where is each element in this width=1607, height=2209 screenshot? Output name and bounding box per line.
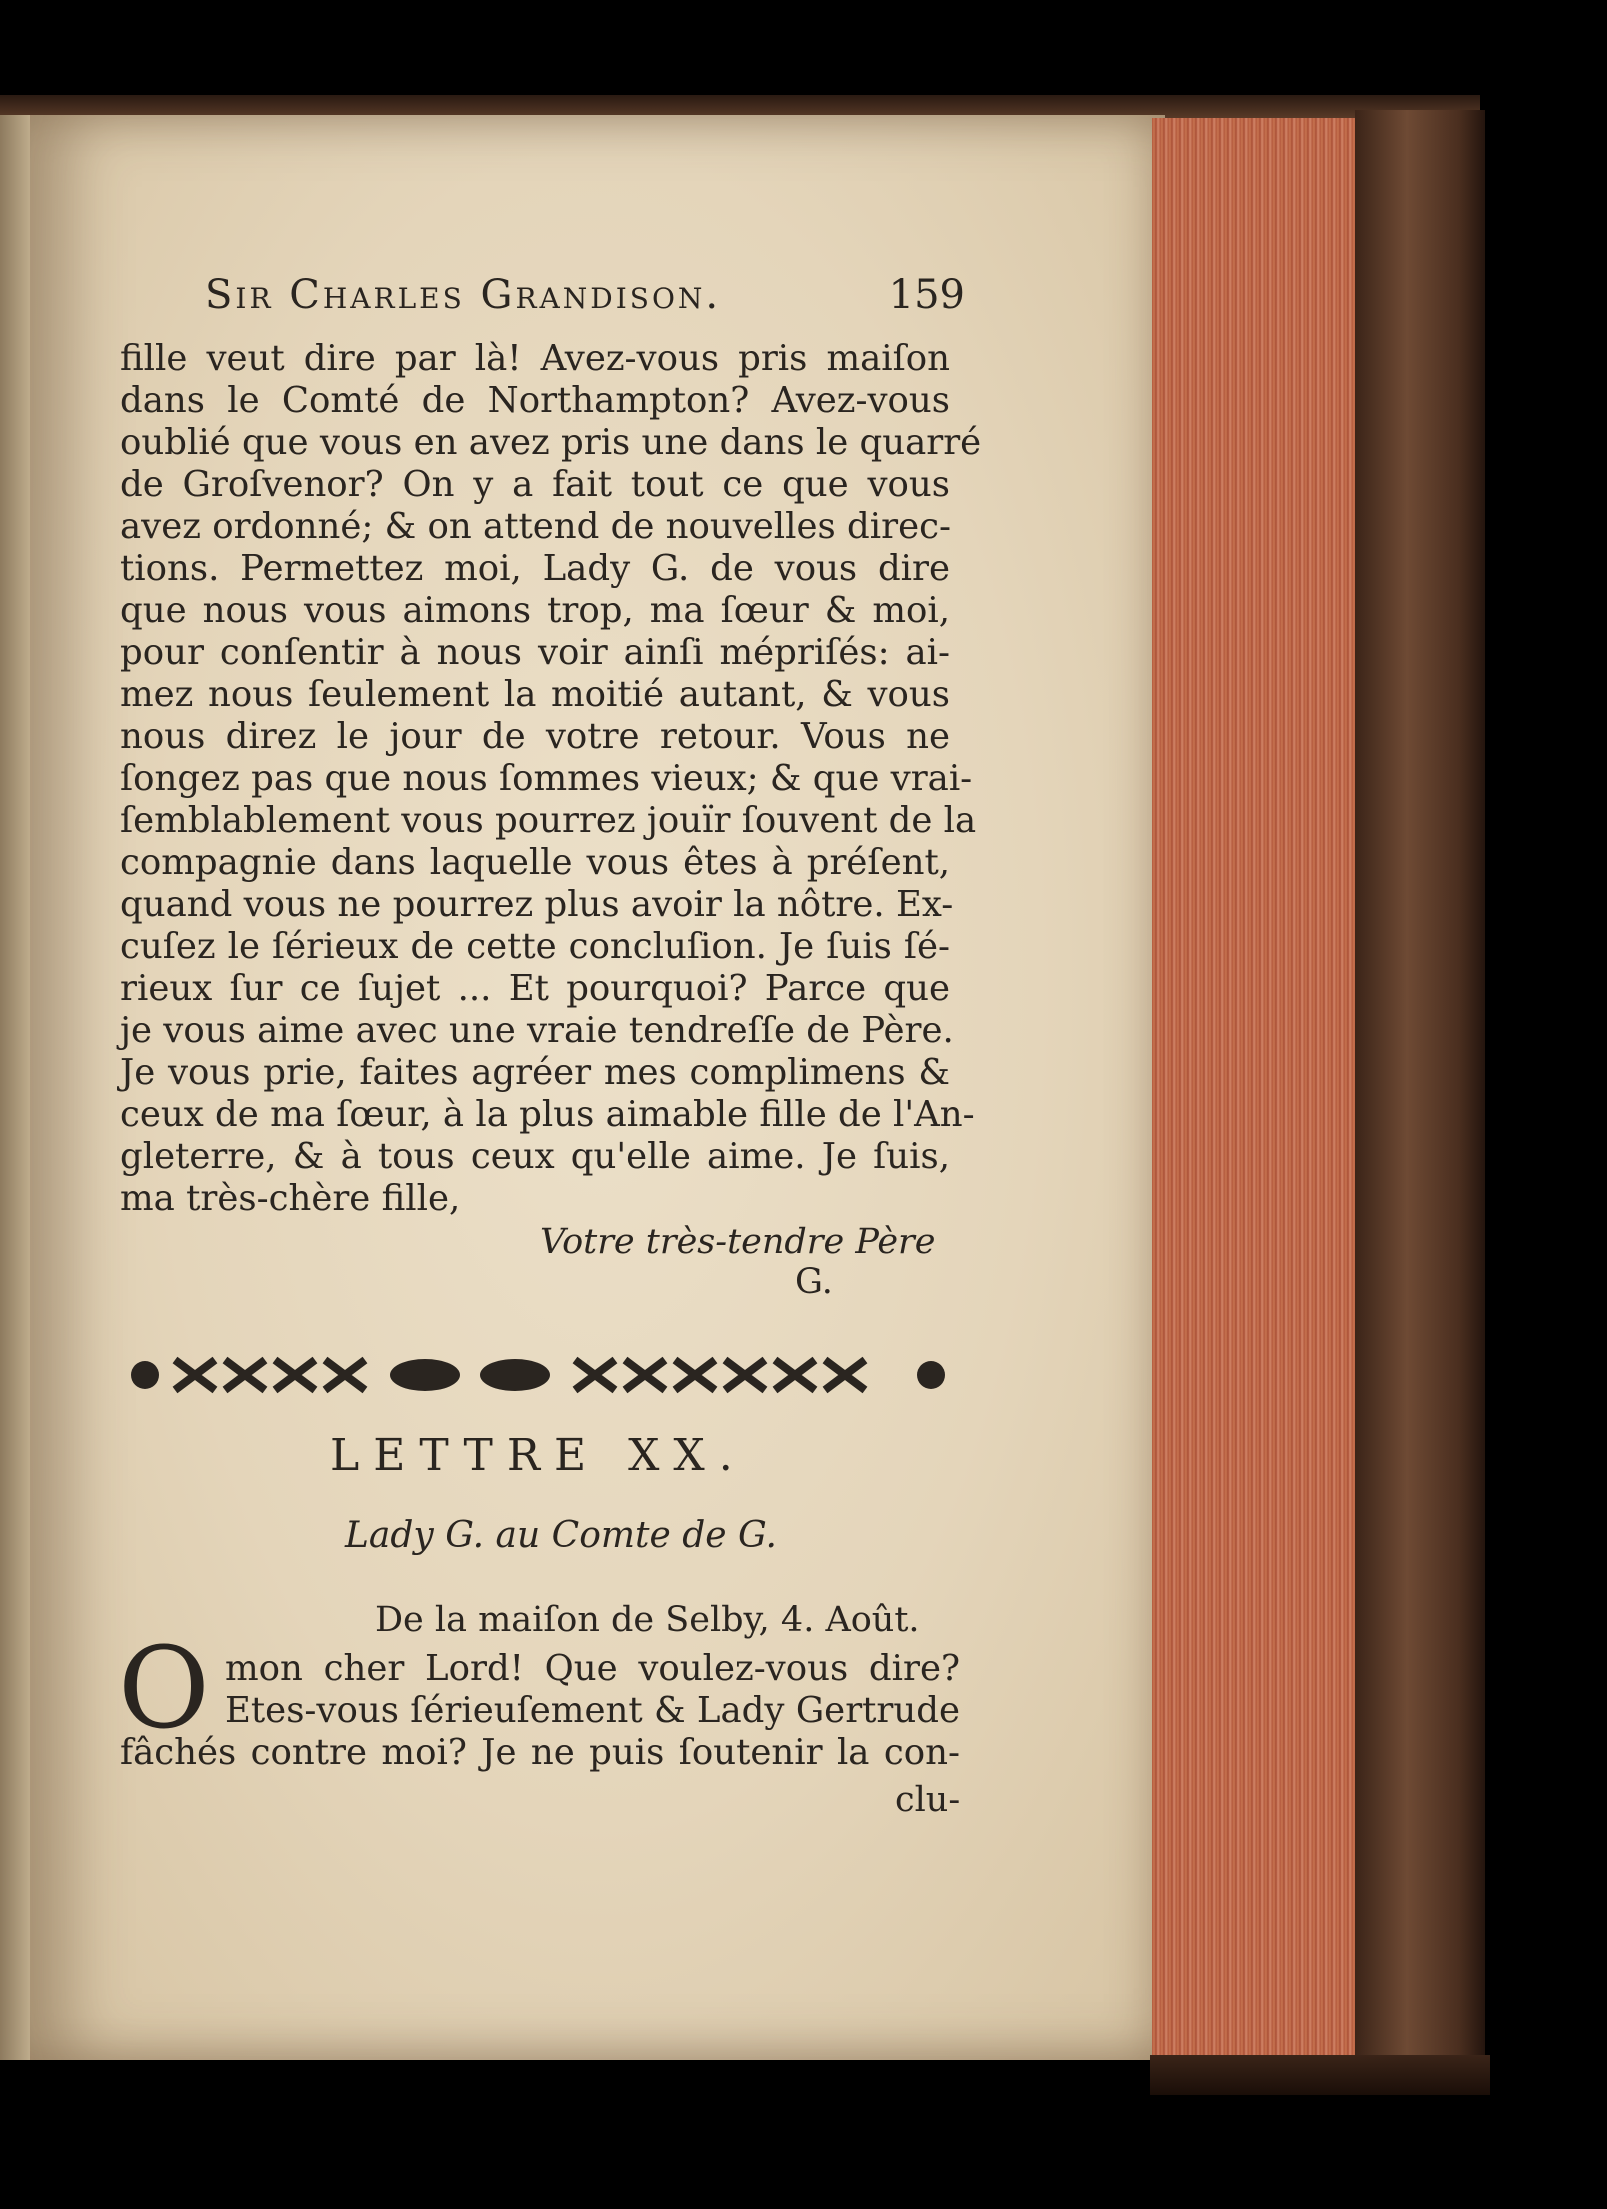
body-line: Je vous prie, faites agréer mes complimens & [120, 1052, 950, 1093]
letter-line: mon cher Lord! Que voulez-vous dire? [225, 1648, 960, 1689]
running-header [205, 272, 965, 332]
body-line: gleterre, & à tous ceux qu'elle aime. Je ſuis, [120, 1136, 950, 1177]
running-title: Sir Charles Grandison. [205, 272, 722, 318]
page-fore-edge [1152, 118, 1357, 2063]
body-line: tions. Permettez moi, Lady G. de vous dire [120, 548, 950, 589]
body-line: ma très-chère fille, [120, 1178, 461, 1219]
body-line: de Groſvenor? On y a fait tout ce que vous [120, 464, 950, 505]
catchword: clu- [895, 1780, 961, 1820]
letter-subtitle: Lady G. au Comte de G. [345, 1515, 777, 1556]
body-line: que nous vous aimons trop, ma ſœur & moi, [120, 590, 950, 631]
body-line: rieux ſur ce ſujet ... Et pourquoi? Parce que [120, 968, 950, 1009]
drop-cap: O [118, 1624, 210, 1754]
body-line: pour conſentir à nous voir ainſi mépriſés: ai- [120, 632, 950, 673]
body-line: avez ordonné; & on attend de nouvelles direc- [120, 506, 951, 547]
letter-line: Etes-vous ſérieuſement & Lady Gertrude [225, 1690, 960, 1731]
letter-dateline: De la maiſon de Selby, 4. Août. [375, 1600, 920, 1640]
body-line: ſemblablement vous pourrez jouïr ſouvent de la [120, 800, 977, 841]
body-line: ſongez pas que nous ſommes vieux; & que vrai- [120, 758, 973, 799]
book-cover-right [1355, 110, 1485, 2075]
page-number: 159 [888, 272, 965, 318]
body-line: oublié que vous en avez pris une dans le quarré [120, 422, 982, 463]
body-line: cuſez le ſérieux de cette concluſion. Je ſuis ſé- [120, 926, 950, 967]
body-line: dans le Comté de Northampton? Avez-vous [120, 380, 950, 421]
letter-title: LETTRE XX. [330, 1430, 747, 1481]
book-cover-bottom [1150, 2055, 1490, 2095]
body-line: je vous aime avec une vraie tendreſſe de Père. [120, 1010, 954, 1051]
ornament-divider [125, 1350, 951, 1400]
body-line: fille veut dire par là! Avez-vous pris maiſon [120, 338, 950, 379]
body-line: ceux de ma ſœur, à la plus aimable fille de l'An- [120, 1094, 975, 1135]
letter-line: fâchés contre moi? Je ne puis ſoutenir la con- [120, 1732, 960, 1773]
body-line: mez nous ſeulement la moitié autant, & vous [120, 674, 950, 715]
closing-initial: G. [795, 1262, 833, 1302]
body-line: nous direz le jour de votre retour. Vous ne [120, 716, 950, 757]
closing-signature: Votre très-tendre Père [540, 1222, 936, 1262]
body-line: quand vous ne pourrez plus avoir la nôtre. Ex- [120, 884, 954, 925]
body-line: compagnie dans laquelle vous êtes à préſent, [120, 842, 950, 883]
